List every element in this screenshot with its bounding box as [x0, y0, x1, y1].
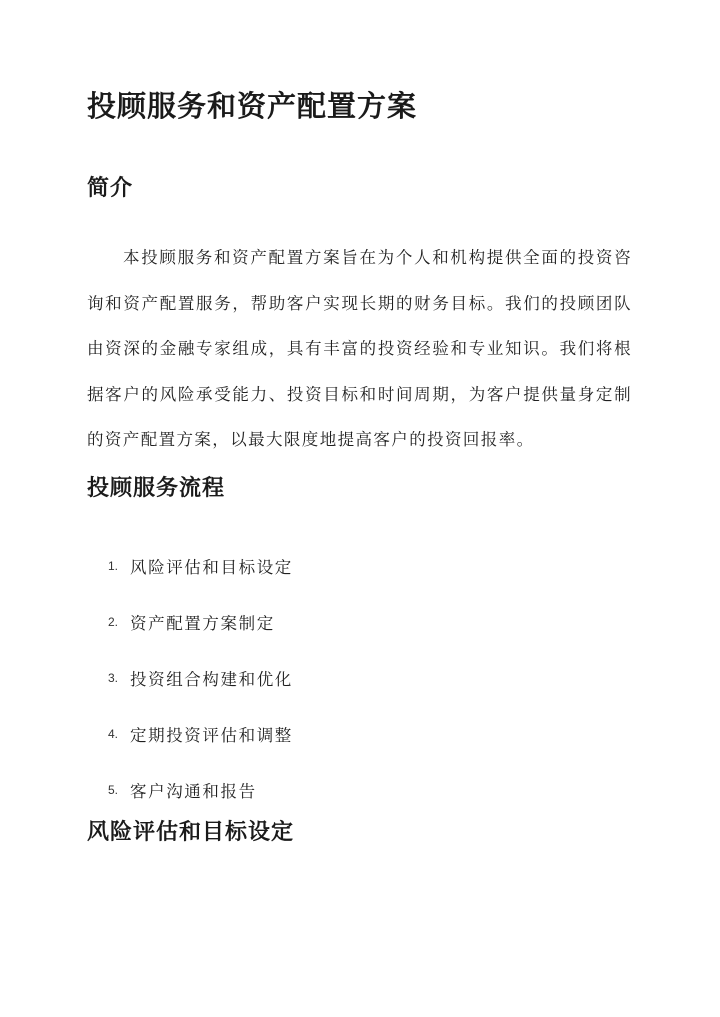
step-number: 4. [108, 727, 119, 741]
step-label: 资产配置方案制定 [130, 614, 275, 633]
step-label: 定期投资评估和调整 [130, 726, 293, 745]
step-number: 1. [108, 559, 119, 573]
step-label: 客户沟通和报告 [130, 782, 257, 801]
process-step [108, 538, 293, 594]
process-step [108, 762, 293, 818]
step-label: 风险评估和目标设定 [130, 558, 293, 577]
step-label: 投资组合构建和优化 [130, 670, 293, 689]
step-number: 5. [108, 783, 119, 797]
section-heading-intro: 简介 [87, 175, 134, 201]
process-step [108, 650, 293, 706]
process-step [108, 706, 293, 762]
document-title: 投顾服务和资产配置方案 [87, 89, 418, 123]
step-number: 3. [108, 671, 119, 685]
process-step-list [108, 538, 293, 818]
process-step [108, 594, 293, 650]
section-heading-process: 投顾服务流程 [87, 475, 226, 501]
intro-paragraph: 本投顾服务和资产配置方案旨在为个人和机构提供全面的投资咨询和资产配置服务，帮助客户实现长期的财务目标。我们的投顾团队由资深的金融专家组成，具有丰富的投资经验和专业知识。我们将根据客户的风险承受能力、投资目标和时间周期，为客户提供量身定制的资产配置方案，以最大限度地提高客户的投资回报率。 [87, 248, 632, 449]
section-heading-risk-assessment: 风险评估和目标设定 [87, 819, 295, 845]
step-number: 2. [108, 615, 119, 629]
